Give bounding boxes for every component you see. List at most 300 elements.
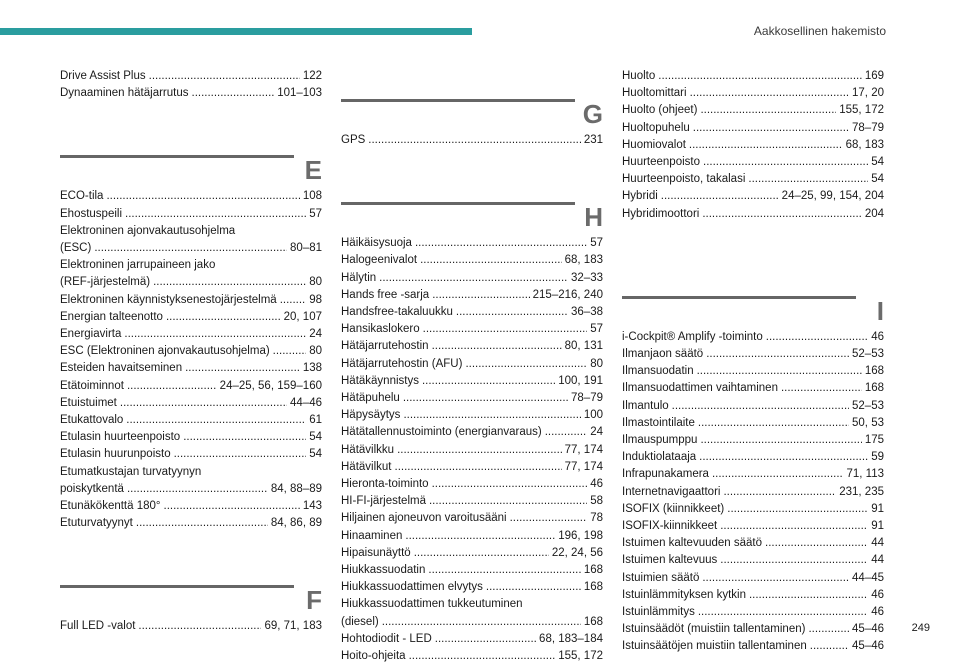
dot-leader (183, 429, 306, 446)
index-entry-term: Hälytin (341, 271, 377, 284)
section-letter: E (304, 155, 322, 186)
index-entry-term: Ilmantulo (622, 399, 669, 412)
index-entry-pages[interactable]: 108 (302, 190, 322, 203)
index-entry[interactable] (60, 481, 322, 498)
index-entry-pages[interactable]: 57 (590, 237, 603, 250)
index-entry[interactable] (622, 415, 884, 432)
index-entry-pages[interactable]: 71, 113 (846, 468, 884, 481)
index-entry-term: Etulasin huurteenpoisto (60, 431, 181, 444)
dot-leader (723, 484, 836, 501)
index-entry-pages[interactable]: 36–38 (571, 306, 603, 319)
index-entry-pages[interactable]: 143 (302, 500, 322, 513)
index-entry[interactable] (341, 648, 603, 665)
index-entry-term: Drive Assist Plus (60, 70, 146, 82)
dot-leader (720, 552, 868, 569)
dot-leader (432, 476, 588, 493)
index-entry-pages[interactable]: 52–53 (852, 399, 884, 412)
index-entry-pages[interactable]: 68, 183 (845, 138, 884, 151)
dot-leader (661, 188, 779, 205)
section-divider (622, 296, 856, 299)
index-entry[interactable] (341, 356, 603, 373)
index-entry-pages[interactable]: 20, 107 (283, 310, 322, 323)
index-entry-term: Hipaisunäyttö (341, 546, 411, 559)
dot-leader (149, 68, 300, 85)
index-entry-pages[interactable]: 168 (864, 382, 884, 395)
index-entry-term: Energian talteenotto (60, 310, 163, 323)
dot-leader (545, 424, 587, 441)
index-entry[interactable] (622, 363, 884, 380)
dot-leader (689, 137, 843, 154)
index-entry-pages[interactable]: 169 (864, 70, 884, 82)
dot-leader (749, 587, 868, 604)
index-entry-term: ISOFIX-kiinnikkeet (622, 520, 718, 533)
index-entry-pages[interactable]: 168 (583, 581, 603, 594)
index-entry-line: Etumatkustajan turvatyynyn (60, 465, 202, 478)
index-entry[interactable] (622, 329, 884, 346)
section-divider (60, 585, 294, 588)
index-entry[interactable] (341, 390, 603, 407)
index-entry-term: Huolto (ohjeet) (622, 104, 698, 117)
index-entry-pages[interactable]: 168 (583, 564, 603, 577)
index-entry[interactable] (60, 395, 322, 412)
index-entry-pages[interactable]: 80 (309, 276, 322, 289)
index-entry-term: Hoito-ohjeita (341, 650, 406, 663)
section-header-e (60, 120, 322, 188)
index-entry-pages[interactable]: 24 (309, 328, 322, 341)
dot-leader (120, 395, 287, 412)
dot-leader (124, 326, 306, 343)
index-entry-pages[interactable]: 17, 20 (852, 87, 884, 100)
index-entry-term: Häikäisysuoja (341, 237, 412, 250)
index-entry[interactable] (60, 515, 322, 532)
dot-leader (702, 570, 849, 587)
index-entry-pages[interactable]: 122 (302, 70, 322, 82)
index-entry[interactable] (622, 102, 884, 119)
index-entry[interactable] (341, 579, 603, 596)
index-entry-term: Huurteenpoisto, takalasi (622, 173, 746, 186)
index-entry-pages[interactable]: 196, 198 (558, 529, 603, 542)
index-entry[interactable] (341, 235, 603, 252)
index-entry[interactable] (60, 240, 322, 257)
dot-leader (698, 415, 849, 432)
index-entry-pages[interactable]: 91 (871, 502, 884, 515)
index-entry-term: Hinaaminen (341, 529, 403, 542)
dot-leader (185, 360, 300, 377)
index-entry[interactable] (341, 510, 603, 527)
index-entry-term: (diesel) (341, 615, 379, 628)
index-entry-pages[interactable]: 46 (590, 478, 603, 491)
index-entry-pages[interactable]: 45–46 (852, 640, 884, 653)
index-entry-term: Hybridimoottori (622, 207, 700, 220)
index-entry-term: Hiukkassuodatin (341, 564, 426, 577)
index-entry-pages[interactable]: 32–33 (571, 271, 603, 284)
index-entry-term: Full LED -valot (60, 620, 136, 633)
index-entry-pages[interactable]: 84, 86, 89 (270, 517, 322, 530)
index-entry-pages[interactable]: 22, 24, 56 (551, 546, 603, 559)
dot-leader (690, 85, 849, 102)
index-entry-line: Elektroninen jarrupaineen jako (60, 259, 216, 272)
index-entry-term: Hätävilkku (341, 443, 395, 456)
dot-leader (432, 287, 529, 304)
index-entry-term: Hätätallennustoiminto (energianvaraus) (341, 426, 542, 439)
section-letter: I (876, 295, 884, 326)
index-entry-term: Hätäkäynnistys (341, 374, 419, 387)
index-entry-pages[interactable]: 44–46 (290, 396, 322, 409)
index-entry[interactable] (622, 206, 884, 223)
dot-leader (712, 466, 844, 483)
index-entry-pages[interactable]: 46 (871, 588, 884, 601)
index-entry-pages[interactable]: 57 (309, 207, 322, 220)
index-entry-pages[interactable]: 45–46 (852, 623, 884, 636)
section-header-f (60, 550, 322, 618)
index-entry-pages[interactable]: 54 (871, 156, 884, 169)
index-entry[interactable] (60, 498, 322, 515)
dot-leader (697, 363, 862, 380)
index-entry[interactable] (341, 442, 603, 459)
index-column-1 (60, 68, 322, 636)
index-entry-term: Istuimien säätö (622, 571, 700, 584)
dot-leader (698, 604, 868, 621)
index-entry[interactable] (60, 309, 322, 326)
index-entry-pages[interactable]: 80 (309, 345, 322, 358)
dot-leader (126, 412, 306, 429)
index-entry-term: (ESC) (60, 242, 92, 255)
index-entry[interactable] (341, 304, 603, 321)
index-entry-pages[interactable]: 80 (590, 357, 603, 370)
index-entry-term: Etunäkökenttä 180° (60, 500, 161, 513)
index-entry-pages[interactable]: 231, 235 (839, 485, 884, 498)
index-entry-term: Hiukkassuodattimen elvytys (341, 581, 483, 594)
index-entry-term: Halogeenivalot (341, 254, 418, 267)
dot-leader (174, 446, 307, 463)
index-entry[interactable] (622, 85, 884, 102)
index-entry-term: Istuinlämmitys (622, 606, 695, 619)
index-entry-term: Ilmastointilaite (622, 416, 695, 429)
index-entry-pages[interactable]: 84, 88–89 (270, 482, 322, 495)
dot-leader (127, 481, 268, 498)
index-entry-term: Ehostuspeili (60, 207, 123, 220)
index-entry[interactable] (622, 501, 884, 518)
index-entry[interactable] (341, 287, 603, 304)
dot-leader (138, 618, 261, 635)
index-entry[interactable] (622, 68, 884, 85)
section-letter: F (306, 585, 322, 616)
index-entry[interactable] (60, 378, 322, 395)
dot-leader (403, 390, 568, 407)
index-entry-pages[interactable]: 52–53 (852, 348, 884, 361)
dot-leader (415, 235, 587, 252)
dot-leader (403, 407, 580, 424)
index-entry-term: Häpysäytys (341, 409, 401, 422)
index-entry[interactable] (341, 545, 603, 562)
index-entry-term: ISOFIX (kiinnikkeet) (622, 502, 725, 515)
index-entry[interactable] (60, 274, 322, 291)
index-entry-term: Handsfree-takaluukku (341, 306, 453, 319)
index-column-2 (341, 68, 603, 665)
index-entry[interactable] (622, 346, 884, 363)
dot-leader (127, 378, 217, 395)
index-entry[interactable] (341, 132, 603, 149)
index-entry[interactable] (341, 476, 603, 493)
index-entry[interactable] (622, 137, 884, 154)
dot-leader (414, 545, 549, 562)
index-entry-pages[interactable]: 80–81 (290, 242, 322, 255)
index-entry-pages[interactable]: 59 (871, 451, 884, 464)
index-entry[interactable] (622, 604, 884, 621)
dot-leader (280, 292, 307, 309)
index-entry-pages[interactable]: 78–79 (852, 121, 884, 134)
index-entry-pages[interactable]: 98 (309, 293, 322, 306)
index-entry-term: Huoltomittari (622, 87, 687, 100)
index-entry[interactable] (622, 484, 884, 501)
index-entry-term: Ilmansuodatin (622, 365, 694, 378)
dot-leader (699, 449, 868, 466)
dot-leader (106, 188, 299, 205)
index-entry-term: Etukattovalo (60, 414, 124, 427)
index-entry-pages[interactable]: 44–45 (852, 571, 884, 584)
dot-leader (395, 459, 562, 476)
index-entry[interactable] (341, 631, 603, 648)
index-entry-pages[interactable]: 69, 71, 183 (264, 620, 322, 633)
index-entry[interactable] (60, 446, 322, 463)
index-entry-pages[interactable]: 78–79 (571, 392, 603, 405)
index-entry-term: Istuinlämmityksen kytkin (622, 588, 746, 601)
dot-leader (486, 579, 581, 596)
index-entry-pages[interactable]: 168 (864, 365, 884, 378)
dot-leader (808, 621, 849, 638)
dot-leader (703, 154, 868, 171)
index-entry[interactable] (341, 459, 603, 476)
index-entry-term: GPS (341, 134, 366, 146)
index-entry[interactable] (622, 638, 884, 655)
index-entry-pages[interactable]: 61 (309, 414, 322, 427)
index-entry-pages[interactable]: 175 (864, 434, 884, 447)
index-entry-pages[interactable]: 168 (583, 615, 603, 628)
index-entry-pages[interactable]: 215–216, 240 (532, 288, 603, 301)
index-entry[interactable] (60, 360, 322, 377)
index-entry[interactable] (341, 373, 603, 390)
index-entry-pages[interactable]: 68, 183–184 (539, 632, 603, 645)
index-entry-term: Ilmanjaon säätö (622, 348, 704, 361)
index-entry-term: Hätäjarrutehostin (341, 340, 429, 353)
index-entry[interactable] (622, 552, 884, 569)
dot-leader (428, 562, 580, 579)
index-entry-pages[interactable]: 101–103 (277, 87, 322, 100)
index-entry[interactable] (60, 412, 322, 429)
index-entry[interactable] (622, 398, 884, 415)
dot-leader (672, 398, 849, 415)
index-entry[interactable] (60, 618, 322, 635)
index-entry-pages[interactable]: 155, 172 (558, 650, 603, 663)
index-entry-term: Esteiden havaitseminen (60, 362, 183, 375)
index-entry-pages[interactable]: 44 (871, 537, 884, 550)
dot-leader (273, 343, 307, 360)
index-entry-term: Etuistuimet (60, 396, 117, 409)
index-entry-term: Hands free -sarja (341, 288, 430, 301)
index-entry-pages[interactable]: 204 (864, 207, 884, 220)
index-entry-term: Istuimen kaltevuus (622, 554, 718, 567)
dot-leader (658, 68, 862, 85)
dot-leader (766, 329, 868, 346)
index-entry[interactable] (622, 449, 884, 466)
dot-leader (693, 120, 849, 137)
index-entry[interactable] (341, 614, 603, 631)
index-entry-term: Hätäpuhelu (341, 392, 400, 405)
index-entry[interactable] (60, 292, 322, 309)
index-entry[interactable] (60, 429, 322, 446)
section-header-g (341, 68, 603, 132)
index-entry[interactable] (622, 171, 884, 188)
index-entry-pages[interactable]: 100 (583, 409, 603, 422)
index-entry-pages[interactable]: 138 (302, 362, 322, 375)
dot-leader (465, 356, 587, 373)
dot-leader (700, 102, 836, 119)
index-entry[interactable] (622, 432, 884, 449)
index-column-3 (622, 68, 884, 656)
dot-leader (429, 493, 587, 510)
dot-leader (94, 240, 287, 257)
index-entry[interactable] (622, 154, 884, 171)
dot-leader (379, 270, 568, 287)
index-entry-term: Hansikaslokero (341, 323, 420, 336)
index-entry-term: Induktiolataaja (622, 451, 697, 464)
index-entry-term: Istuinsäätöjen muistiin tallentaminen (622, 640, 807, 653)
index-entry-term: Hätävilkut (341, 460, 392, 473)
dot-leader (810, 638, 849, 655)
index-entry-pages[interactable]: 77, 174 (564, 443, 603, 456)
index-entry-pages[interactable]: 80, 131 (564, 340, 603, 353)
index-entry-pages[interactable]: 77, 174 (564, 460, 603, 473)
index-entry-pages[interactable]: 24–25, 99, 154, 204 (781, 190, 884, 203)
index-entry[interactable] (341, 562, 603, 579)
page-number: 249 (911, 622, 930, 634)
section-letter: H (584, 202, 603, 233)
index-entry-term: Hiljainen ajoneuvon varoitusääni (341, 512, 507, 525)
index-entry-pages[interactable]: 58 (590, 495, 603, 508)
index-entry[interactable] (60, 206, 322, 223)
index-entry-pages[interactable]: 46 (871, 606, 884, 619)
index-entry-line: Elektroninen ajonvakautusohjelma (60, 224, 236, 237)
index-entry[interactable] (60, 68, 322, 85)
index-entry-term: Etulasin huurunpoisto (60, 448, 171, 461)
index-entry-term: Etuturvatyynyt (60, 517, 133, 530)
index-entry[interactable] (622, 120, 884, 137)
index-entry[interactable] (622, 380, 884, 397)
index-entry-pages[interactable]: 54 (309, 431, 322, 444)
index-entry-term: Hybridi (622, 190, 658, 203)
index-entry-term: Huolto (622, 70, 656, 82)
index-entry-term: i-Cockpit® Amplify -toiminto (622, 330, 763, 343)
index-entry-term: Energiavirta (60, 328, 122, 341)
index-entry-term: Hieronta-toiminto (341, 478, 429, 491)
index-entry-term: Huoltopuhelu (622, 121, 690, 134)
index-entry-pages[interactable]: 54 (309, 448, 322, 461)
index-entry-term: Dynaaminen hätäjarrutus (60, 87, 189, 100)
index-entry-pages[interactable]: 44 (871, 554, 884, 567)
index-entry[interactable] (341, 321, 603, 338)
index-entry[interactable] (622, 188, 884, 205)
dot-leader (382, 614, 581, 631)
index-entry[interactable] (341, 407, 603, 424)
dot-leader (192, 85, 275, 102)
index-entry-pages[interactable]: 54 (871, 173, 884, 186)
index-entry-term: Huurteenpoisto (622, 156, 700, 169)
dot-leader (409, 648, 556, 665)
index-entry[interactable] (60, 326, 322, 343)
dot-leader (423, 321, 588, 338)
dot-leader (368, 132, 581, 149)
dot-leader (432, 338, 562, 355)
dot-leader (420, 252, 562, 269)
index-entry-pages[interactable]: 100, 191 (558, 374, 603, 387)
dot-leader (702, 206, 861, 223)
index-entry[interactable] (60, 343, 322, 360)
index-entry-term: Ilmauspumppu (622, 434, 698, 447)
dot-leader (781, 380, 862, 397)
index-entry-term: HI-FI-järjestelmä (341, 495, 426, 508)
index-entry-term: ESC (Elektroninen ajonvakautusohjelma) (60, 345, 270, 358)
index-entry-term: Istuimen kaltevuuden säätö (622, 537, 763, 550)
index-entry-pages[interactable]: 155, 172 (839, 104, 884, 117)
dot-leader (125, 206, 306, 223)
index-entry-pages[interactable]: 24 (590, 426, 603, 439)
index-entry-pages[interactable]: 24–25, 56, 159–160 (219, 379, 322, 392)
index-entry[interactable] (341, 252, 603, 269)
index-entry-term: Huomiovalot (622, 138, 686, 151)
index-entry-pages[interactable]: 78 (590, 512, 603, 525)
index-entry-pages[interactable]: 91 (871, 520, 884, 533)
index-entry[interactable] (622, 621, 884, 638)
index-entry[interactable] (622, 570, 884, 587)
index-entry[interactable] (60, 188, 322, 205)
index-entry-term: Hohtodiodit - LED (341, 632, 432, 645)
section-header-h (341, 167, 603, 235)
index-entry[interactable] (341, 424, 603, 441)
index-entry-term: Etätoiminnot (60, 379, 124, 392)
section-divider (341, 202, 575, 205)
index-entry[interactable] (341, 493, 603, 510)
index-entry[interactable] (622, 535, 884, 552)
dot-leader (136, 515, 268, 532)
index-entry-pages[interactable]: 46 (871, 330, 884, 343)
index-entry-term: Internetnavigaattori (622, 485, 721, 498)
index-entry[interactable] (341, 338, 603, 355)
index-entry[interactable] (60, 85, 322, 102)
section-divider (341, 99, 575, 102)
dot-leader (435, 631, 536, 648)
page-header-title: Aakkosellinen hakemisto (753, 24, 886, 38)
index-entry-term: Istuinsäädöt (muistiin tallentaminen) (622, 623, 806, 636)
index-entry-pages[interactable]: 68, 183 (564, 254, 603, 267)
dot-leader (405, 528, 555, 545)
dot-leader (397, 442, 562, 459)
section-divider (60, 155, 294, 158)
dot-leader (720, 518, 868, 535)
index-entry[interactable] (341, 528, 603, 545)
index-entry[interactable] (341, 270, 603, 287)
index-entry[interactable] (622, 587, 884, 604)
index-entry-pages[interactable]: 50, 53 (852, 416, 884, 429)
index-entry-term: Hätäjarrutehostin (AFU) (341, 357, 463, 370)
header-accent-bar (0, 28, 472, 35)
index-entry-term: poiskytkentä (60, 482, 124, 495)
dot-leader (727, 501, 868, 518)
index-entry[interactable] (622, 466, 884, 483)
dot-leader (153, 274, 306, 291)
index-entry-pages[interactable]: 57 (590, 323, 603, 336)
index-entry[interactable] (622, 518, 884, 535)
index-entry-pages[interactable]: 231 (583, 134, 603, 146)
